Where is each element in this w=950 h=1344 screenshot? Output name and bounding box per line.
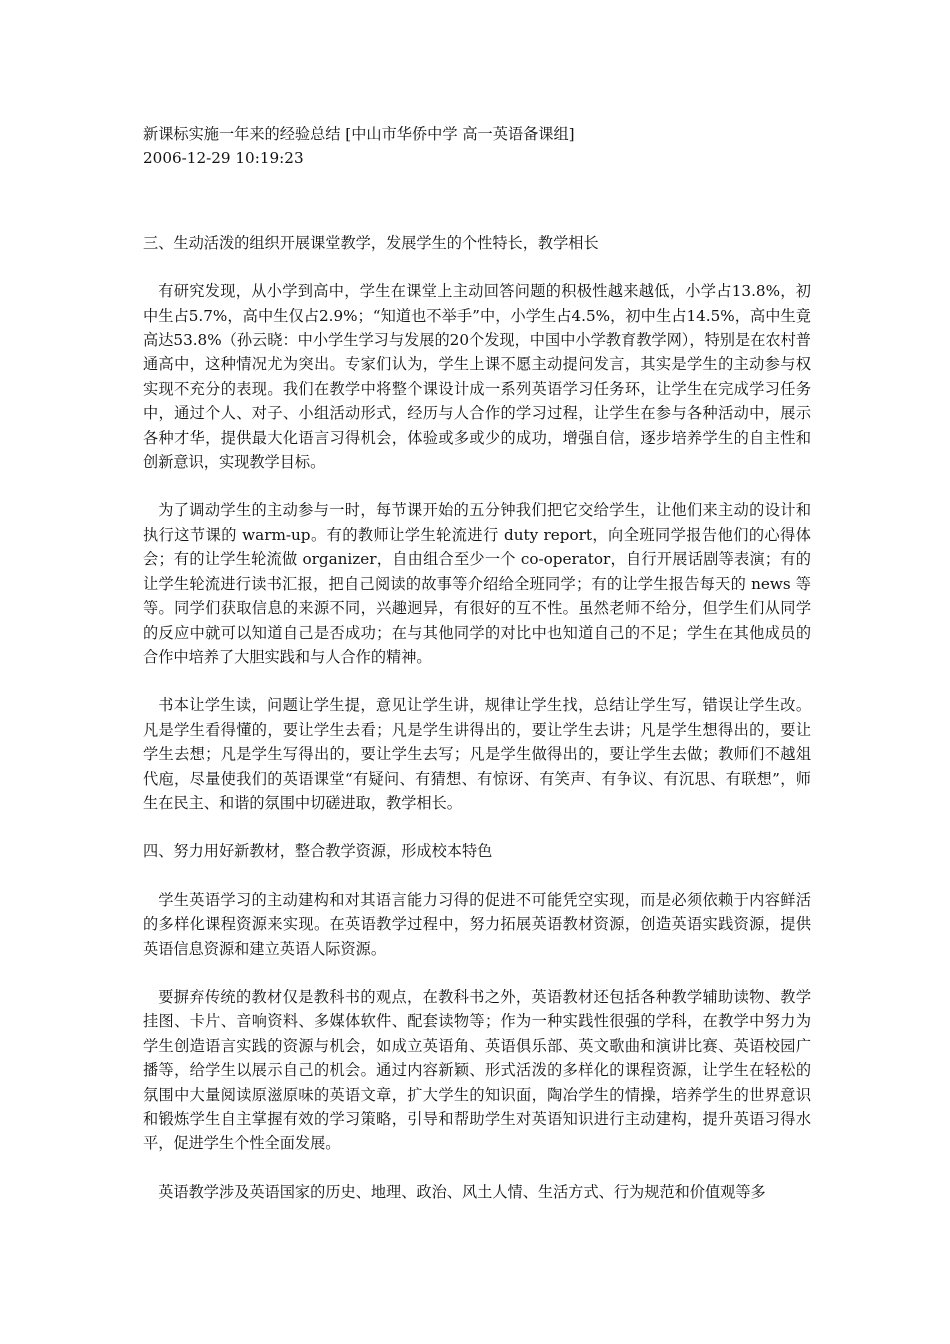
- paragraph: 英语教学涉及英语国家的历史、地理、政治、风土人情、生活方式、行为规范和价值观等多: [158, 1182, 766, 1201]
- spacer: [143, 815, 811, 839]
- spacer: [143, 669, 811, 693]
- spacer: [143, 474, 811, 498]
- paragraph: 书本让学生读，问题让学生提，意见让学生讲，规律让学生找，总结让学生写，错误让学生改。凡是学生看得懂的，要让学生去看；凡是学生讲得出的，要让学生去讲；凡是学生想得出的，要让学生去想；凡是学生写得出的，要让学生去写；凡是学生做得出的，要让学生去做；教师们不越俎代庖，尽量使我们的英语课堂“有疑问、有猜想、有惊讶、有笑声、有争议、有沉思、有联想”，师生在民主、和谐的氛围中切磋进取，教学相长。: [143, 696, 811, 812]
- document-date: 2006-12-29 10:19:23: [143, 149, 304, 168]
- paragraph: 学生英语学习的主动建构和对其语言能力习得的促进不可能凭空实现，而是必须依赖于内容鲜活的多样化课程资源来实现。在英语教学过程中，努力拓展英语教材资源，创造英语实践资源，提供英语信息资源和建立英语人际资源。: [143, 890, 811, 958]
- paragraph: 有研究发现，从小学到高中，学生在课堂上主动回答问题的积极性越来越低，小学占13.8%，初中生占5.7%，高中生仅占2.9%；“知道也不举手”中，小学生占4.5%，初中生占14.5%，高中生竟高达53.8%（孙云晓：中小学生学习与发展的20个发现，中国中小学教育教学网），特别是在农村普通高中，这种情况尤为突出。专家们认为，学生上课不愿主动提问发言，其实是学生的主动参与权实现不充分的表现。我们在教学中将整个课设计成一系列英语学习任务环，让学生在完成学习任务中，通过个人、对子、小组活动形式，经历与人合作的学习过程，让学生在参与各种活动中，展示各种才华，提供最大化语言习得机会，体验或多或少的成功，增强自信，逐步培养学生的自主性和创新意识，实现教学目标。: [143, 282, 811, 472]
- section-heading-4: 四、努力用好新教材，整合教学资源，形成校本特色: [143, 842, 493, 861]
- spacer: [143, 255, 811, 279]
- document-page: [143, 122, 811, 1204]
- document-title: 新课标实施一年来的经验总结 [中山市华侨中学 高一英语备课组]: [143, 125, 575, 143]
- spacer: [143, 864, 811, 888]
- spacer: [143, 171, 811, 231]
- spacer: [143, 1156, 811, 1180]
- section-heading-3: 三、生动活泼的组织开展课堂教学，发展学生的个性特长，教学相长: [143, 233, 599, 252]
- paragraph: 要摒弃传统的教材仅是教科书的观点，在教科书之外，英语教材还包括各种教学辅助读物、教学挂图、卡片、音响资料、多媒体软件、配套读物等；作为一种实践性很强的学科，在教学中努力为学生创造语言实践的资源与机会，如成立英语角、英语俱乐部、英文歌曲和演讲比赛、英语校园广播等，给学生以展示自己的机会。通过内容新颖、形式活泼的多样化的课程资源，让学生在轻松的氛围中大量阅读原滋原味的英语文章，扩大学生的知识面，陶冶学生的情操，培养学生的世界意识和锻炼学生自主掌握有效的学习策略，引导和帮助学生对英语知识进行主动建构，提升英语习得水平，促进学生个性全面发展。: [143, 987, 811, 1153]
- spacer: [143, 961, 811, 985]
- paragraph: 为了调动学生的主动参与一时，每节课开始的五分钟我们把它交给学生，让他们来主动的设计和执行这节课的 warm-up。有的教师让学生轮流进行 duty report，向全班同学报告他们的心得体会；有的让学生轮流做 organizer，自由组合至少一个 co-operator，自行开展话剧等表演；有的让学生轮流进行读书汇报，把自己阅读的故事等介绍给全班同学；有的让学生报告每天的 news 等等。同学们获取信息的来源不同，兴趣迥异，有很好的互不性。虽然老师不给分，但学生们从同学的反应中就可以知道自己是否成功；在与其他同学的对比中也知道自己的不足；学生在其他成员的合作中培养了大胆实践和与人合作的精神。: [143, 501, 811, 666]
